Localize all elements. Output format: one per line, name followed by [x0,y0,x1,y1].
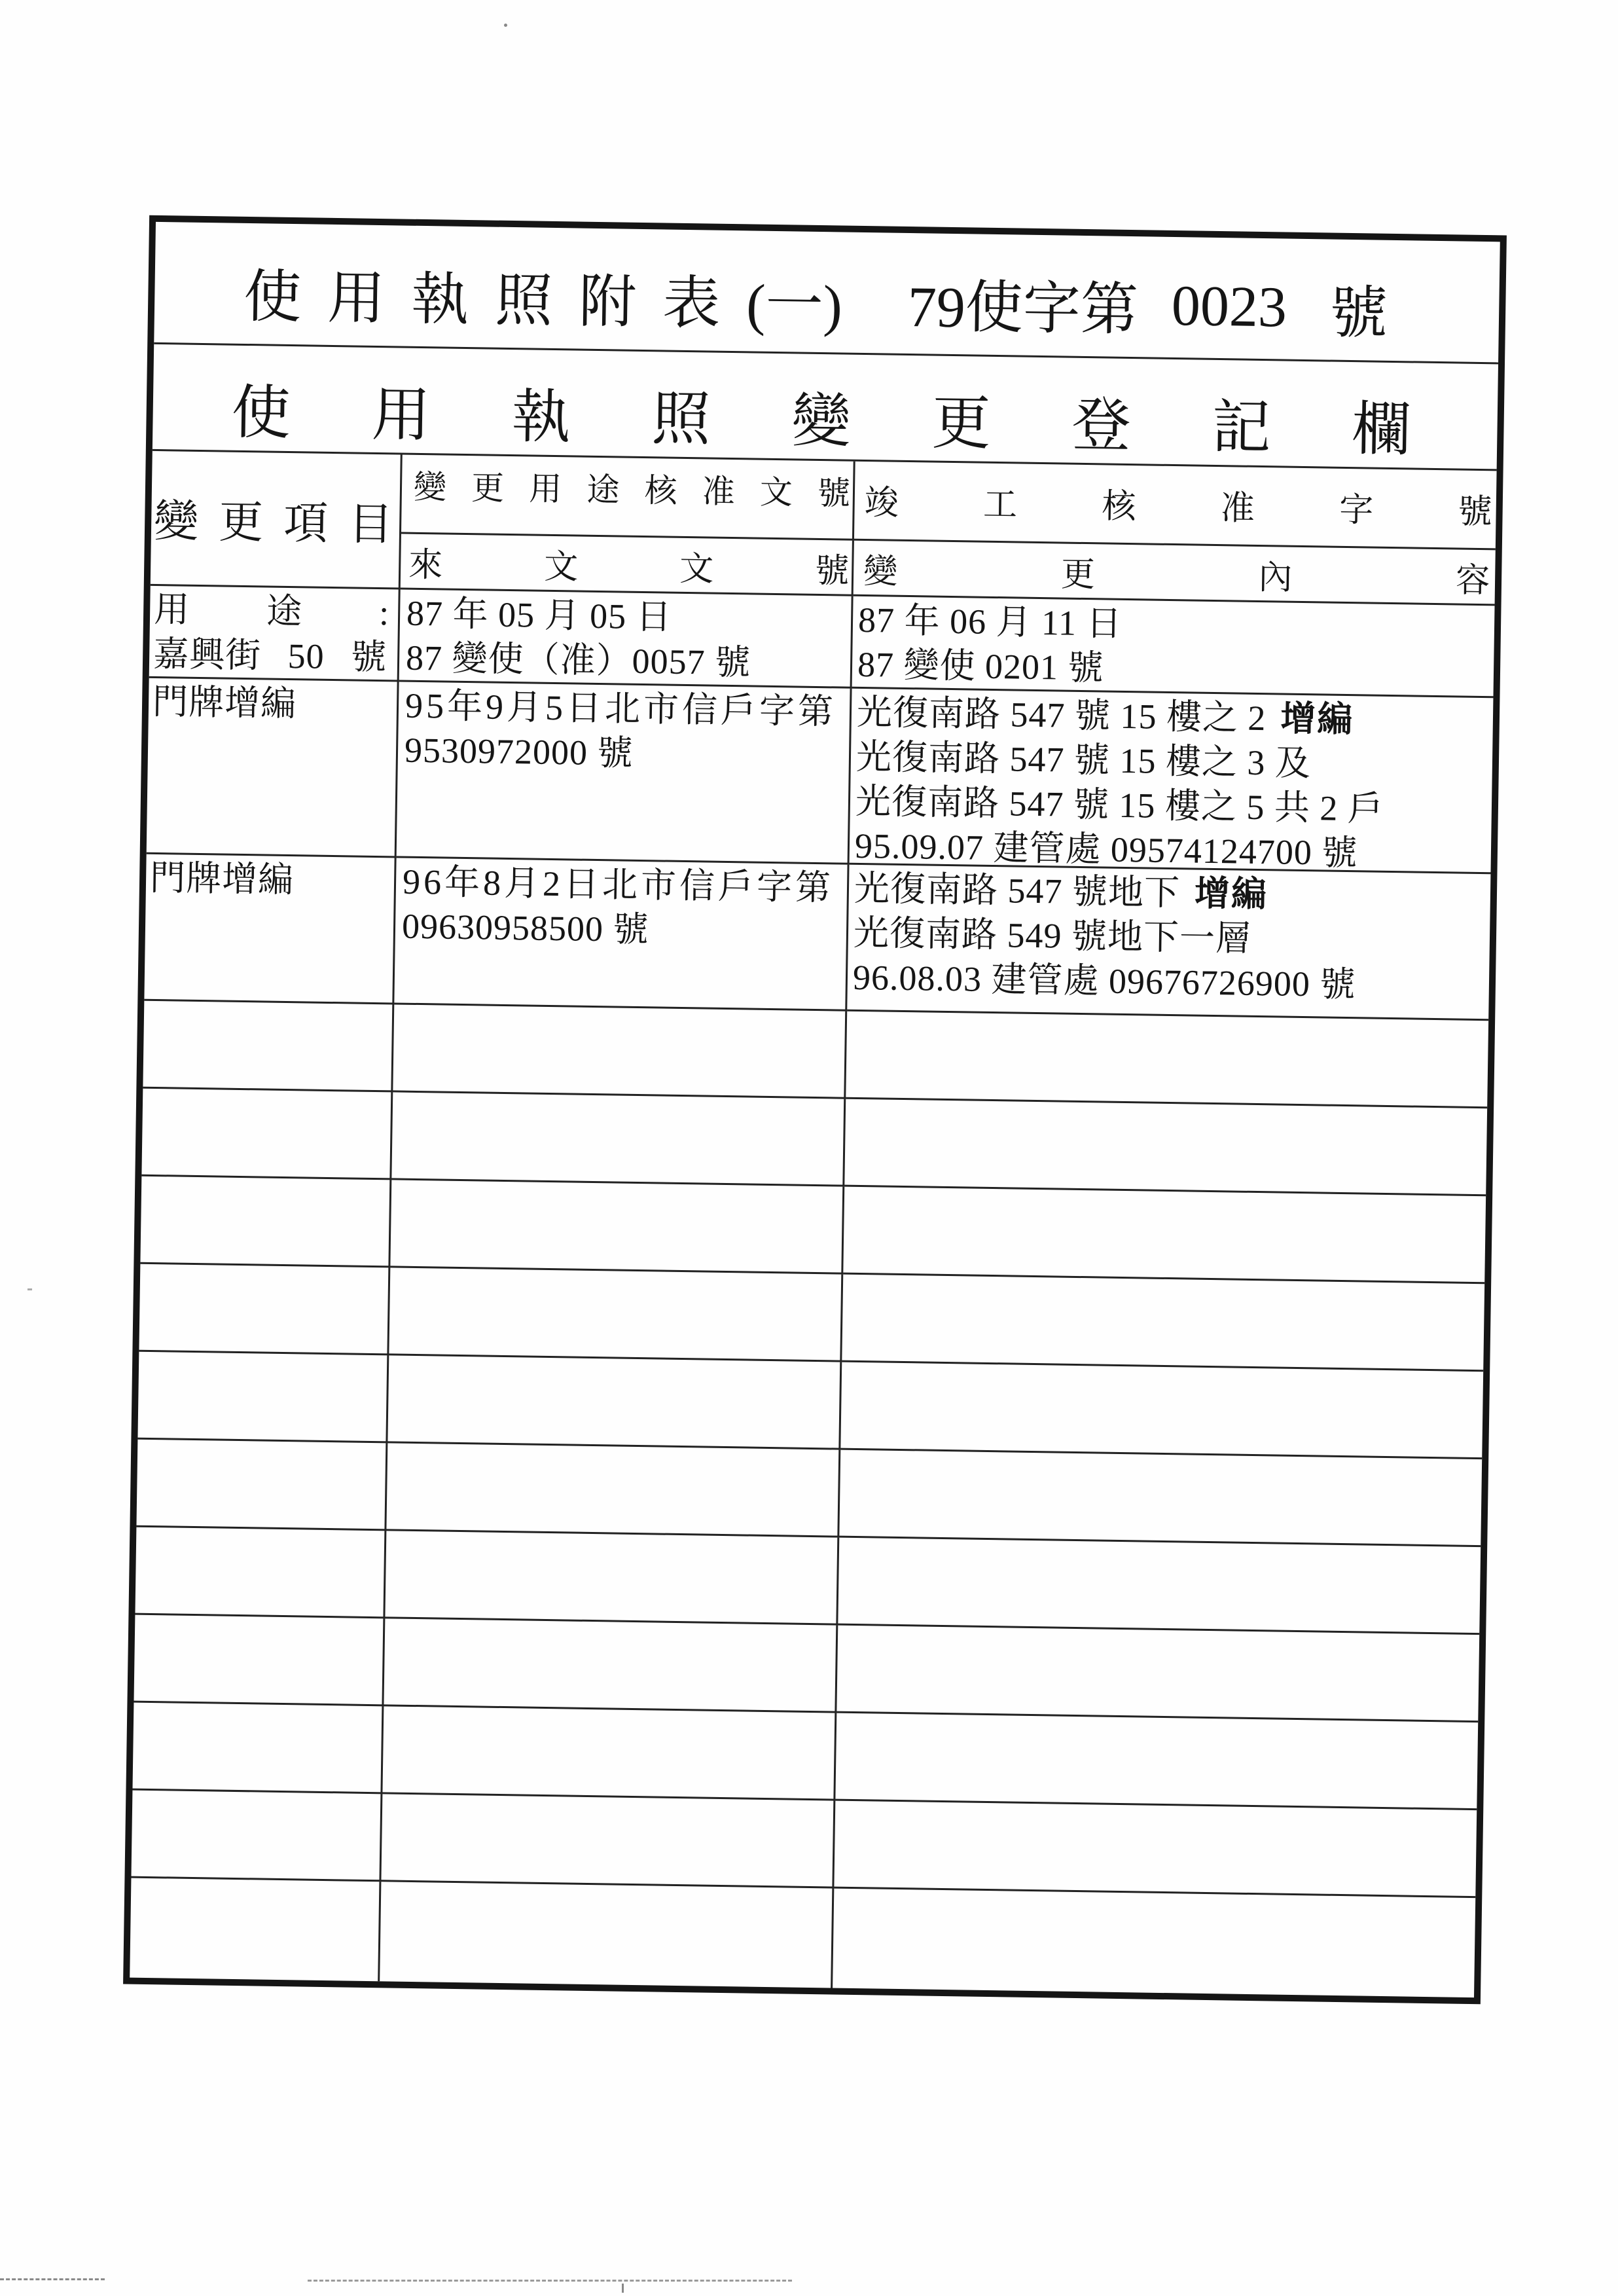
subtitle: 使用執照變更登記欄 [230,380,1493,465]
completion-tag: 增編 [1194,873,1268,915]
entry-1-item [149,586,401,682]
empty-cell [393,1004,847,1099]
empty-cell [836,1626,1479,1723]
completion-tag: 增編 [1280,699,1354,740]
empty-cell [134,1615,385,1707]
approval-line: 87 年 05 月 05 日 [406,593,673,637]
item-line: 嘉興街 50 號 [153,634,387,678]
header-incoming-doc-no [401,534,854,596]
header-change-content [854,541,1496,606]
entry-2-approval [397,682,852,865]
entry-1-completion [852,596,1495,699]
empty-cell [380,1882,834,1988]
item-line: 門牌增編 [149,858,295,900]
entry-2-completion [850,689,1494,875]
approval-line: 96年8月2日北市信戶字第 [402,862,835,908]
empty-cell [846,1011,1488,1109]
empty-cell [143,1001,394,1093]
completion-line: 光復南路 547 號 15 樓之 5 共 2 戶 [855,781,1384,829]
completion-line: 光復南路 547 號 15 樓之 3 及 [855,737,1312,784]
scan-artifact [622,2284,624,2293]
title-prefix: 使用執照附表 [243,265,747,337]
title-cell [154,222,1500,364]
header-change-use-approval-no [401,455,855,541]
empty-cell [141,1089,393,1180]
empty-cell [387,1355,842,1449]
empty-cell [838,1538,1481,1635]
completion-text: 光復南路 547 號 15 樓之 2 [856,692,1267,738]
approval-line: 87 變使（准）0057 號 [405,638,751,683]
empty-cell [842,1275,1484,1372]
completion-line: 96.08.03 建管處 09676726900 號 [852,957,1356,1005]
empty-cell [391,1092,846,1186]
header-change-content-label: 變更內容 [863,553,1490,600]
empty-cell [389,1267,843,1362]
empty-cell [843,1187,1486,1285]
item-line: 用 途 : [153,589,389,633]
completion-text: 光復南路 547 號地下 [854,868,1181,913]
scan-artifact [0,2278,105,2280]
entry-3-item [144,854,396,1005]
empty-cell [839,1450,1482,1548]
empty-cell [833,1889,1475,1998]
scan-artifact [27,1288,32,1290]
empty-cell [137,1352,389,1444]
empty-cell [132,1703,384,1795]
title-suffix: 號 [1329,282,1388,346]
completion-line: 87 變使 0201 號 [857,644,1104,688]
approval-line: 9530972000 號 [404,730,634,773]
empty-cell [844,1099,1487,1197]
empty-cell [140,1176,391,1268]
empty-cell [382,1706,836,1800]
completion-line: 光復南路 549 號地下一層 [853,913,1252,958]
license-change-register-table [123,215,1507,2004]
entry-3-completion [847,865,1490,1021]
title-license-number: 0023 [1171,274,1287,340]
completion-line: 95.09.07 建管處 09574124700 號 [854,826,1358,873]
empty-cell [381,1794,835,1888]
header-change-use-approval-no-label: 變更用途核准文號 [413,468,851,512]
header-completion-approval-no-label: 竣工核准字號 [864,484,1493,531]
empty-cell [384,1618,838,1713]
approval-line: 95年9月5日北市信戶字第 [404,685,837,732]
title-appendix-number: (一) [746,273,843,338]
scan-artifact [308,2280,792,2282]
empty-cell [390,1180,844,1274]
header-change-item-label: 變更項目 [153,496,393,550]
empty-cell [835,1713,1478,1811]
header-incoming-doc-no-label: 來文文號 [408,546,850,591]
empty-cell [135,1527,386,1619]
entry-1-approval [399,590,854,689]
empty-cell [130,1878,381,1982]
empty-cell [139,1264,390,1356]
empty-cell [131,1791,382,1882]
empty-cell [840,1362,1483,1460]
empty-cell [136,1440,387,1531]
item-line: 門牌增編 [152,682,297,724]
empty-cell [386,1443,840,1537]
approval-line: 09630958500 號 [401,906,649,950]
header-completion-approval-no [854,462,1497,551]
empty-cell [834,1801,1477,1899]
completion-line: 87 年 06 月 11 日 [857,600,1123,644]
subtitle-cell [153,344,1498,471]
entry-3-approval [394,858,849,1011]
entry-2-item [147,678,399,858]
title-license-word: 79使字第 [907,275,1139,343]
scan-artifact [504,24,507,27]
header-change-item [151,451,403,590]
empty-cell [385,1531,839,1625]
